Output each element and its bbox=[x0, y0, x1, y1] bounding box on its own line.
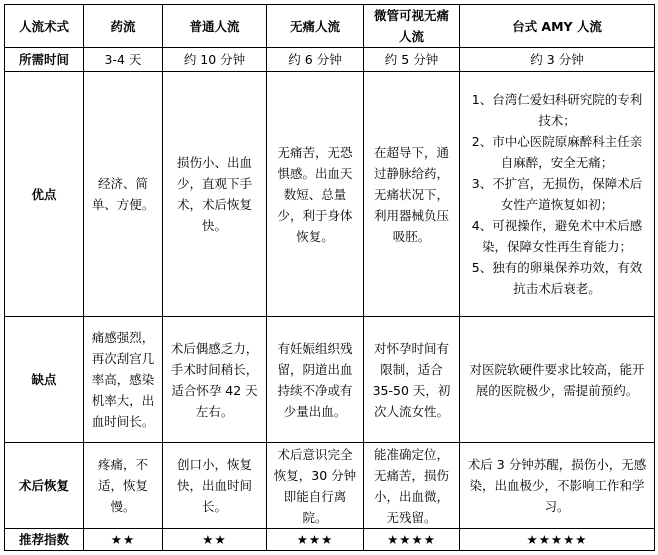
advantage-cell: 无痛苦，无恐惧感。出血天数短、总量少，利于身体恢复。 bbox=[267, 72, 364, 316]
row-disadvantages bbox=[5, 316, 655, 443]
header-corner: 人流术式 bbox=[5, 5, 84, 48]
row-label-recovery: 术后恢复 bbox=[5, 443, 84, 528]
header-microtube-visual-abortion: 微管可视无痛人流 bbox=[364, 5, 460, 48]
time-cell: 3-4 天 bbox=[84, 48, 163, 72]
amy-advantage-list bbox=[466, 89, 648, 299]
list-item: 3、不扩宫，无损伤，保障术后女性产道恢复如初； bbox=[471, 176, 643, 213]
time-cell: 约 10 分钟 bbox=[163, 48, 267, 72]
disadvantage-cell: 对怀孕时间有限制，适合 35-50 天，初次人流女性。 bbox=[364, 316, 460, 443]
advantage-cell: 在超导下，通过静脉给药，无痛状况下，利用器械负压吸胚。 bbox=[364, 72, 460, 316]
advantage-cell-amy bbox=[460, 72, 655, 316]
recovery-cell: 疼痛，不适，恢复慢。 bbox=[84, 443, 163, 528]
list-item: 4、可视操作，避免术中术后感染，保障女性再生育能力； bbox=[471, 218, 643, 255]
disadvantage-cell: 术后偶感乏力，手术时间稍长，适合怀孕 42 天左右。 bbox=[163, 316, 267, 443]
header-painless-abortion: 无痛人流 bbox=[267, 5, 364, 48]
advantage-cell: 损伤小、出血少，直观下手术，术后恢复快。 bbox=[163, 72, 267, 316]
recovery-cell: 能准确定位，无痛苦，损伤小，出血微，无残留。 bbox=[364, 443, 460, 528]
time-cell: 约 5 分钟 bbox=[364, 48, 460, 72]
star-rating: ★★ bbox=[84, 528, 163, 550]
row-label-disadvantages: 缺点 bbox=[5, 316, 84, 443]
advantage-cell: 经济、简单、方便。 bbox=[84, 72, 163, 316]
row-label-advantages: 优点 bbox=[5, 72, 84, 316]
recovery-cell: 术后 3 分钟苏醒，损伤小，无感染，出血极少，不影响工作和学习。 bbox=[460, 443, 655, 528]
time-cell: 约 3 分钟 bbox=[460, 48, 655, 72]
row-time bbox=[5, 48, 655, 72]
list-item: 2、市中心医院原麻醉科主任亲自麻醉，安全无痛； bbox=[471, 134, 643, 171]
disadvantage-cell: 有妊娠组织残留，阴道出血持续不净或有少量出血。 bbox=[267, 316, 364, 443]
recovery-cell: 创口小，恢复快，出血时间长。 bbox=[163, 443, 267, 528]
header-amy-abortion: 台式 AMY 人流 bbox=[460, 5, 655, 48]
recovery-cell: 术后意识完全恢复，30 分钟即能自行离院。 bbox=[267, 443, 364, 528]
row-rating bbox=[5, 528, 655, 550]
header-medical-abortion: 药流 bbox=[84, 5, 163, 48]
row-recovery bbox=[5, 443, 655, 528]
header-standard-abortion: 普通人流 bbox=[163, 5, 267, 48]
row-label-time: 所需时间 bbox=[5, 48, 84, 72]
row-label-rating: 推荐指数 bbox=[5, 528, 84, 550]
abortion-method-comparison-table bbox=[4, 4, 655, 551]
list-item: 1、台湾仁爱妇科研究院的专利技术； bbox=[471, 92, 643, 129]
disadvantage-cell: 对医院软硬件要求比较高，能开展的医院极少，需提前预约。 bbox=[460, 316, 655, 443]
row-advantages bbox=[5, 72, 655, 316]
star-rating: ★★ bbox=[163, 528, 267, 550]
time-cell: 约 6 分钟 bbox=[267, 48, 364, 72]
star-rating: ★★★★★ bbox=[460, 528, 655, 550]
star-rating: ★★★ bbox=[267, 528, 364, 550]
star-rating: ★★★★ bbox=[364, 528, 460, 550]
disadvantage-cell: 痛感强烈，再次刮宫几率高，感染机率大，出血时间长。 bbox=[84, 316, 163, 443]
list-item: 5、独有的卵巢保养功效，有效抗击术后衰老。 bbox=[471, 260, 643, 297]
header-row bbox=[5, 5, 655, 48]
